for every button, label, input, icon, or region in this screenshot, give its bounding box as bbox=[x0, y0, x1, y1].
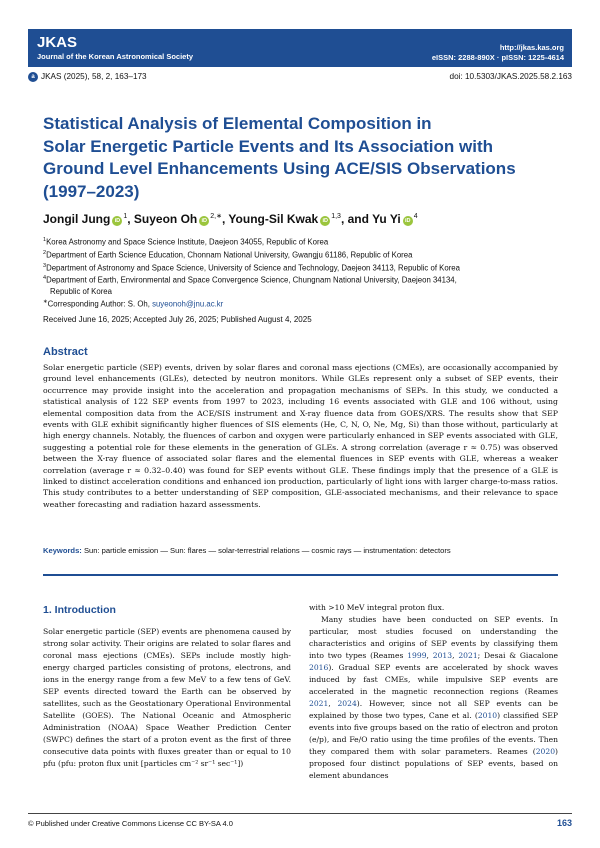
affiliation-list bbox=[43, 235, 558, 310]
journal-issn: eISSN: 2288-890X · pISSN: 1225-4614 bbox=[431, 53, 564, 62]
received-dates: Received June 16, 2025; Accepted July 26, 2025; Published August 4, 2025 bbox=[43, 315, 312, 324]
title-line: Solar Energetic Particle Events and Its Association with bbox=[43, 136, 494, 156]
author-list: Jongil Jung $iD^1$, Suyeon Oh $iD^{2,∗}$, Young-Sil Kwak iD$^{1,3}$, and Yu Yi $iD^4$ bbox=[43, 212, 418, 226]
intro-right-column bbox=[309, 602, 558, 782]
citation-link[interactable]: 1999 bbox=[407, 651, 427, 660]
citation-link[interactable]: 2010 bbox=[477, 711, 498, 720]
title-line: Statistical Analysis of Elemental Composition in bbox=[43, 114, 432, 133]
intro-text-segment: ) classified SEP events into five groups based on the ratio of electron and proton (e/p), and Fe/O ratio using the time profiles of the events. Then they compared them with solar parameters. Reames ( bbox=[309, 711, 558, 756]
intro-left-column bbox=[43, 626, 291, 770]
author-affil-sup: 2,∗ bbox=[210, 213, 222, 220]
intro-text-segment: ). However, since not all SEP events can be explained by those two types, Cane et al. ( bbox=[309, 699, 558, 720]
title-line: (1997–2023) bbox=[43, 181, 140, 201]
abstract-text: Solar energetic particle (SEP) events, driven by solar flares and coronal mass ejections (CMEs), are occasionally accompanied by ground level enhancements (GLEs), detected by neutron monitors. While GLEs represent only a subset of SEP events, their occurrence may provide insight into the acceleration and propagation mechanisms of SEPs. In this study, we conducted a statistical analysis of 122 SEP events from 1997 to 2023, including 16 events associated with GLE and 106 without, using elemental composition data from the ACE/SIS instrument and X-ray fluence data from GOES/XRS. The results show that SEP events with GLE exhibit significantly higher fluences of SIS elements (He, C, N, O, Ne, Mg, Si) than those without, particularly at high energy channels. Notably, the fluences of carbon and oxygen were particularly enhanced in SEP events associated with GLE, suggesting a potential role for these elements in the generation of GLEs. A strong correlation (average r ≈ 0.75) was observed between the X-ray fluence of associated solar flares and the elemental fluences in SEP events with GLE, whereas a weaker correlation (average r ≈ 0.32–0.40) was found for SEP events without GLE. These findings imply that the presence of a GLE is linked to distinct acceleration conditions and enhanced ion production, particularly of light ions with larger charge-to-mass ratios. This study contributes to a better understanding of SEP composition, GLE-associated mechanisms, and their relevance to space weather forecasting and radiation hazard assessments. bbox=[43, 363, 558, 509]
author-affil-sup: 1 bbox=[123, 213, 128, 220]
intro-text-segment: ) proposed four distinct populations of SEP events, based on element abundances bbox=[309, 747, 558, 780]
citation-link[interactable]: 2016 bbox=[309, 663, 329, 672]
intro-text-segment: ; Desai & Giacalone bbox=[477, 651, 559, 660]
orcid-icon[interactable]: iD bbox=[403, 216, 413, 226]
intro-paragraph bbox=[309, 614, 558, 782]
intro-paragraph: Solar energetic particle (SEP) events are phenomena caused by strong solar activity. Their origins are related to solar flares and coronal mass ejections (CMEs). SEPs include mostly high-energy charged particles consisting of protons, electrons, and ions in the energy range from a few MeV to a few tens of GeV. SEP events directed toward the Earth can be observed by satellites, such as the Geostationary Operational Environmental Satellite (GOES). The National Oceanic and Atmospheric Administration (NOAA) Space Weather Prediction Center (SWPC) defines the start of a proton event as the first of three consecutive data points with fluxes greater than or equal to 10 pfu (pfu: proton flux unit [particles cm⁻² sr⁻¹ sec⁻¹]) bbox=[43, 627, 291, 768]
abstract-heading: Abstract bbox=[43, 346, 88, 358]
orcid-icon[interactable]: iD bbox=[199, 216, 209, 226]
journal-full-name: Journal of the Korean Astronomical Society bbox=[37, 52, 194, 61]
affiliation: $^3$Department of Astronomy and Space Science, University of Science and Technology, Daejeon 34113, Republic of Korea bbox=[43, 262, 460, 273]
citation-link[interactable]: 2020 bbox=[535, 747, 556, 756]
corresponding-author: ∗Corresponding Author: S. Oh, suyeonoh@jnu.ac.kr bbox=[43, 299, 224, 309]
section-heading: 1. Introduction bbox=[43, 604, 116, 616]
author-name: Suyeon Oh bbox=[133, 212, 198, 226]
journal-url[interactable]: http://jkas.kas.org bbox=[499, 43, 564, 52]
affiliation: $^1$Korea Astronomy and Space Science Institute, Daejeon 34055, Republic of Korea bbox=[43, 237, 329, 247]
orcid-icon[interactable]: iD bbox=[112, 216, 122, 226]
journal-name: JKAS bbox=[37, 34, 78, 51]
citation-ref: JKAS (2025), 58, 2, 163–173 bbox=[41, 72, 147, 81]
affiliation: Republic of Korea bbox=[50, 287, 112, 297]
author-name: Young-Sil Kwak bbox=[228, 212, 319, 226]
keywords-label: Keywords: bbox=[43, 546, 82, 555]
affiliation: $^2$Department of Earth Science Education, Chonnam National University, Gwangju 61186, Republic of Korea bbox=[43, 249, 413, 260]
intro-text-segment: , bbox=[452, 651, 459, 660]
author-affil-sup: 4 bbox=[413, 213, 418, 220]
intro-text-segment: ). Gradual SEP events are accelerated by shock waves induced by fast CMEs, while impulsive SEP events are accelerated in the magnetic reconnection regions (Reames bbox=[309, 663, 558, 696]
title-line: Ground Level Enhancements Using ACE/SIS Observations bbox=[43, 159, 516, 178]
corresponding-email[interactable]: suyeonoh@jnu.ac.kr bbox=[152, 299, 224, 309]
open-access-icon: a bbox=[28, 72, 38, 82]
citation-line bbox=[28, 72, 572, 84]
orcid-icon[interactable]: iD bbox=[320, 216, 330, 226]
doi-link[interactable]: doi: 10.5303/JKAS.2025.58.2.163 bbox=[449, 72, 572, 81]
author-name: Jongil Jung bbox=[43, 212, 111, 226]
intro-paragraph: with >10 MeV integral proton flux. bbox=[309, 603, 445, 612]
footer-divider bbox=[28, 813, 572, 814]
author-name: Yu Yi bbox=[372, 212, 401, 226]
citation-link[interactable]: 2024 bbox=[337, 699, 357, 708]
citation-link[interactable]: 2021 bbox=[309, 699, 329, 708]
citation-link[interactable]: 2013 bbox=[432, 651, 453, 660]
keywords-text: Sun: particle emission — Sun: flares — solar-terrestrial relations — cosmic rays — instrumentation: detectors bbox=[83, 546, 451, 555]
author-affil-sup: 1,3 bbox=[331, 213, 341, 220]
section-divider bbox=[43, 574, 558, 576]
paper-title bbox=[43, 113, 558, 203]
page-number: 163 bbox=[556, 818, 572, 828]
keywords bbox=[43, 546, 558, 555]
intro-text-segment: , bbox=[426, 651, 433, 660]
intro-text-segment: Many studies have been conducted on SEP events. In particular, most studies focused on understanding the characteristics and origins of SEP events by classifying them into two types (Reames bbox=[309, 615, 558, 660]
footer-license: © Published under Creative Commons License CC BY-SA 4.0 bbox=[28, 819, 233, 828]
intro-text-segment: , bbox=[328, 699, 338, 708]
citation-link[interactable]: 2021 bbox=[458, 651, 478, 660]
journal-banner bbox=[28, 29, 572, 67]
affiliation: $^4$Department of Earth, Environmental and Space Convergence Science, Chungnam National University, Daejeon 34134, bbox=[43, 275, 457, 285]
